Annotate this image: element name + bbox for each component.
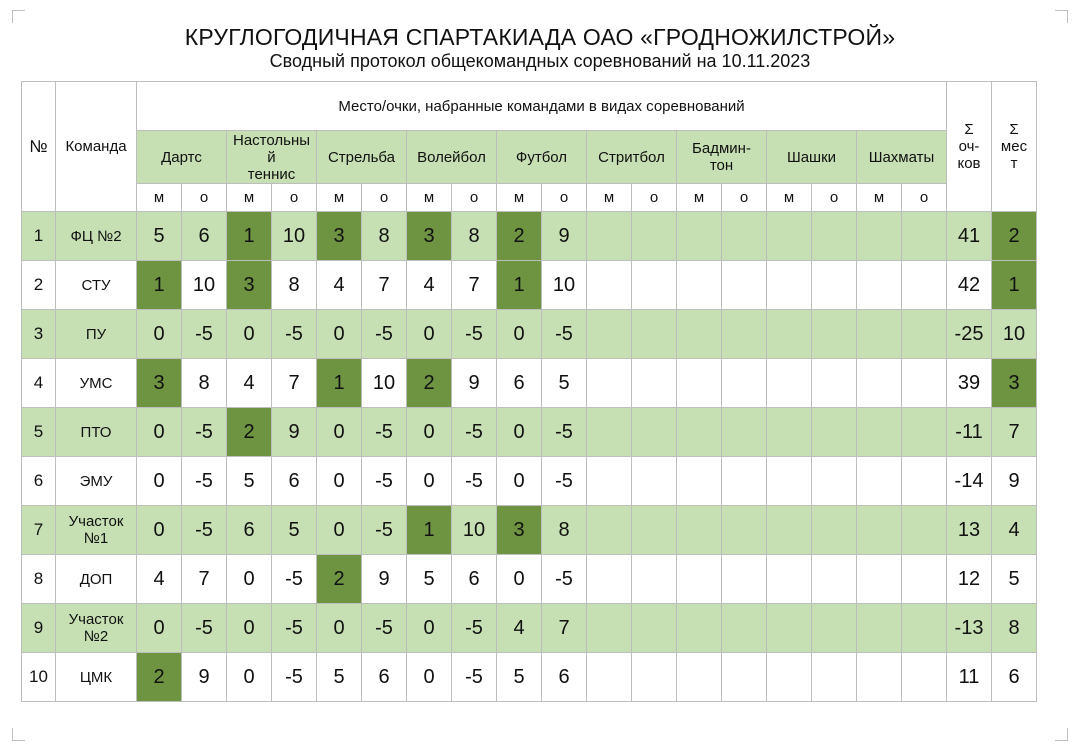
place-cell: 6 [497,359,542,408]
sum-points-line3: ков [957,155,981,172]
table-row [22,261,1037,310]
points-cell: 10 [182,261,227,310]
place-cell: 0 [407,310,452,359]
empty-cell [857,212,902,261]
subheader-points: о [182,184,227,212]
empty-cell [812,359,857,408]
place-cell: 0 [497,310,542,359]
subheader-points: о [632,184,677,212]
place-cell: 0 [137,506,182,555]
header-team: Команда [56,82,137,212]
points-cell: -5 [362,604,407,653]
row-number: 7 [22,506,56,555]
table-row [22,408,1037,457]
empty-cell [857,261,902,310]
subheader-place: м [497,184,542,212]
empty-cell [902,555,947,604]
sum-places-line2: мес [1000,138,1028,155]
team-name-line: ЭМУ [79,472,113,490]
points-cell: 5 [542,359,587,408]
place-cell: 2 [497,212,542,261]
sport-header-label: Футбол [515,148,568,166]
sport-header-label: Настольны [232,131,311,149]
total-place: 1 [992,261,1037,310]
empty-cell [812,506,857,555]
sum-points-line2: оч- [958,138,980,155]
points-cell: 8 [542,506,587,555]
crop-corner-bottom-right [1055,728,1068,741]
place-cell: 6 [227,506,272,555]
place-cell: 5 [407,555,452,604]
points-cell: -5 [182,310,227,359]
points-cell: -5 [272,604,317,653]
empty-cell [677,212,722,261]
place-cell: 0 [407,408,452,457]
sport-header [137,131,227,184]
place-cell: 0 [137,310,182,359]
subheader-points: о [452,184,497,212]
total-place: 2 [992,212,1037,261]
points-cell: 6 [452,555,497,604]
team-name-line: №2 [83,628,109,645]
document-title: КРУГЛОГОДИЧНАЯ СПАРТАКИАДА ОАО «ГРОДНОЖИЛСТРОЙ» [184,24,896,50]
sport-header-label: Волейбол [417,148,486,166]
empty-cell [857,457,902,506]
empty-cell [902,604,947,653]
place-cell: 0 [317,457,362,506]
empty-cell [722,408,767,457]
total-place: 4 [992,506,1037,555]
empty-cell [677,359,722,408]
row-number: 6 [22,457,56,506]
points-cell: 8 [182,359,227,408]
points-cell: -5 [452,310,497,359]
place-cell: 0 [407,653,452,702]
row-number: 10 [22,653,56,702]
place-cell: 3 [227,261,272,310]
place-cell: 3 [317,212,362,261]
empty-cell [587,310,632,359]
empty-cell [857,310,902,359]
points-cell: 8 [272,261,317,310]
sum-places-symbol: Σ [1009,121,1019,138]
empty-cell [587,359,632,408]
place-cell: 0 [497,408,542,457]
place-cell: 0 [317,506,362,555]
row-number: 2 [22,261,56,310]
empty-cell [902,212,947,261]
subheader-points: о [272,184,317,212]
sport-header-label: Бадмин- [692,140,751,157]
points-cell: -5 [452,604,497,653]
empty-cell [902,310,947,359]
subheader-place: м [317,184,362,212]
points-cell: -5 [542,555,587,604]
team-name-line: ДОП [79,570,113,588]
total-place: 10 [992,310,1037,359]
points-cell: 7 [452,261,497,310]
table-row [22,457,1037,506]
points-cell: -5 [542,408,587,457]
place-cell: 5 [227,457,272,506]
empty-cell [857,408,902,457]
subheader-points: о [362,184,407,212]
crop-corner-top-right [1055,10,1068,23]
place-cell: 0 [227,310,272,359]
points-cell: 6 [272,457,317,506]
sport-header [227,131,317,184]
points-cell: -5 [542,310,587,359]
sport-header-label: Стритбол [598,148,665,166]
empty-cell [587,653,632,702]
empty-cell [722,506,767,555]
place-cell: 4 [497,604,542,653]
empty-cell [677,555,722,604]
empty-cell [587,604,632,653]
team-name [56,359,137,408]
team-name [56,212,137,261]
points-cell: -5 [182,506,227,555]
place-cell: 3 [137,359,182,408]
header-sum-points [947,82,992,212]
empty-cell [677,261,722,310]
total-place: 9 [992,457,1037,506]
points-cell: 8 [452,212,497,261]
empty-cell [677,506,722,555]
team-name-line: ПУ [85,325,107,343]
sport-header [677,131,767,184]
empty-cell [902,261,947,310]
team-name [56,653,137,702]
points-cell: 10 [272,212,317,261]
subheader-place: м [227,184,272,212]
empty-cell [902,408,947,457]
empty-cell [767,408,812,457]
sport-header [407,131,497,184]
empty-cell [587,408,632,457]
place-cell: 0 [227,653,272,702]
subheader-points: о [542,184,587,212]
total-points: 13 [947,506,992,555]
place-cell: 5 [497,653,542,702]
sum-points-symbol: Σ [964,121,974,138]
empty-cell [632,261,677,310]
points-cell: 9 [182,653,227,702]
crop-corner-top-left [12,10,25,23]
points-cell: 9 [362,555,407,604]
table-row [22,653,1037,702]
table-row [22,310,1037,359]
total-points: 11 [947,653,992,702]
empty-cell [812,457,857,506]
place-cell: 5 [317,653,362,702]
empty-cell [587,261,632,310]
points-cell: 7 [182,555,227,604]
sport-header [767,131,857,184]
empty-cell [722,555,767,604]
empty-cell [767,506,812,555]
table-row [22,506,1037,555]
points-cell: 9 [452,359,497,408]
total-place: 8 [992,604,1037,653]
table-row [22,359,1037,408]
total-points: 39 [947,359,992,408]
empty-cell [632,457,677,506]
points-cell: 10 [362,359,407,408]
header-number: № [22,82,56,212]
header-group-title: Место/очки, набранные командами в видах соревнований [137,82,947,131]
empty-cell [587,506,632,555]
empty-cell [632,653,677,702]
points-cell: 9 [272,408,317,457]
sport-header-label: тон [709,157,734,174]
sport-header [857,131,947,184]
place-cell: 2 [137,653,182,702]
place-cell: 1 [497,261,542,310]
place-cell: 4 [407,261,452,310]
points-cell: -5 [362,457,407,506]
points-cell: 6 [182,212,227,261]
points-cell: 6 [362,653,407,702]
empty-cell [632,212,677,261]
subheader-points: о [902,184,947,212]
empty-cell [722,261,767,310]
place-cell: 4 [137,555,182,604]
subheader-place: м [407,184,452,212]
place-cell: 5 [137,212,182,261]
place-cell: 2 [317,555,362,604]
team-name [56,506,137,555]
total-place: 6 [992,653,1037,702]
place-cell: 3 [407,212,452,261]
place-cell: 1 [317,359,362,408]
empty-cell [587,457,632,506]
points-cell: 5 [272,506,317,555]
empty-cell [722,604,767,653]
sport-header-label: й [267,148,276,166]
empty-cell [767,261,812,310]
place-cell: 0 [227,604,272,653]
subheader-points: о [722,184,767,212]
team-name-line: ЦМК [79,668,113,686]
empty-cell [677,457,722,506]
sport-header-label: Стрельба [327,148,396,166]
total-points: -25 [947,310,992,359]
place-cell: 0 [137,457,182,506]
subheader-place: м [857,184,902,212]
place-cell: 0 [407,604,452,653]
points-cell: 10 [452,506,497,555]
points-cell: 9 [542,212,587,261]
empty-cell [812,310,857,359]
subheader-place: м [677,184,722,212]
place-cell: 0 [497,555,542,604]
empty-cell [857,604,902,653]
team-name [56,310,137,359]
team-name-line: ПТО [80,423,112,441]
empty-cell [632,310,677,359]
results-table [21,81,1037,702]
total-place: 7 [992,408,1037,457]
empty-cell [767,310,812,359]
subheader-place: м [137,184,182,212]
points-cell: -5 [272,653,317,702]
points-cell: 6 [542,653,587,702]
place-cell: 0 [317,408,362,457]
place-cell: 1 [227,212,272,261]
empty-cell [677,408,722,457]
total-place: 5 [992,555,1037,604]
total-points: 12 [947,555,992,604]
total-points: 41 [947,212,992,261]
points-cell: -5 [362,310,407,359]
total-place: 3 [992,359,1037,408]
points-cell: -5 [272,310,317,359]
place-cell: 3 [497,506,542,555]
place-cell: 0 [137,604,182,653]
place-cell: 0 [317,604,362,653]
empty-cell [677,604,722,653]
empty-cell [767,653,812,702]
total-points: -13 [947,604,992,653]
empty-cell [857,555,902,604]
points-cell: -5 [362,506,407,555]
empty-cell [902,506,947,555]
table-row [22,604,1037,653]
empty-cell [722,653,767,702]
place-cell: 0 [137,408,182,457]
sport-header-label: Шахматы [868,148,935,166]
empty-cell [812,212,857,261]
team-name [56,261,137,310]
empty-cell [722,212,767,261]
points-cell: -5 [182,604,227,653]
total-points: -11 [947,408,992,457]
sport-header-label: теннис [247,165,296,183]
points-cell: -5 [452,653,497,702]
row-number: 1 [22,212,56,261]
empty-cell [767,359,812,408]
empty-cell [587,555,632,604]
sport-header-label: Шашки [786,148,837,166]
subheader-place: м [587,184,632,212]
team-name-line: ФЦ №2 [70,227,122,245]
place-cell: 0 [497,457,542,506]
sport-header [497,131,587,184]
place-cell: 4 [227,359,272,408]
table-row [22,212,1037,261]
row-number: 8 [22,555,56,604]
place-cell: 2 [407,359,452,408]
points-cell: -5 [182,408,227,457]
empty-cell [722,310,767,359]
empty-cell [632,359,677,408]
place-cell: 0 [227,555,272,604]
place-cell: 2 [227,408,272,457]
place-cell: 4 [317,261,362,310]
team-name [56,555,137,604]
document-subtitle: Сводный протокол общекомандных соревнований на 10.11.2023 [269,51,811,71]
place-cell: 0 [317,310,362,359]
team-name-line: СТУ [81,276,111,294]
empty-cell [767,604,812,653]
sport-header [317,131,407,184]
empty-cell [857,653,902,702]
points-cell: 8 [362,212,407,261]
place-cell: 1 [137,261,182,310]
row-number: 5 [22,408,56,457]
team-name [56,604,137,653]
empty-cell [902,457,947,506]
points-cell: -5 [452,408,497,457]
points-cell: 7 [272,359,317,408]
sport-header-label: Дартс [161,148,202,166]
sum-places-line3: т [1010,155,1018,172]
points-cell: -5 [542,457,587,506]
row-number: 9 [22,604,56,653]
empty-cell [677,310,722,359]
empty-cell [857,359,902,408]
empty-cell [722,359,767,408]
empty-cell [902,359,947,408]
points-cell: 7 [542,604,587,653]
empty-cell [632,506,677,555]
team-name [56,408,137,457]
empty-cell [812,653,857,702]
empty-cell [677,653,722,702]
team-name-line: УМС [79,374,113,392]
table-row [22,555,1037,604]
empty-cell [812,261,857,310]
total-points: -14 [947,457,992,506]
place-cell: 0 [407,457,452,506]
sport-header [587,131,677,184]
crop-corner-bottom-left [12,728,25,741]
empty-cell [812,408,857,457]
empty-cell [587,212,632,261]
row-number: 4 [22,359,56,408]
subheader-points: о [812,184,857,212]
empty-cell [767,457,812,506]
points-cell: 7 [362,261,407,310]
empty-cell [632,555,677,604]
points-cell: -5 [452,457,497,506]
row-number: 3 [22,310,56,359]
empty-cell [857,506,902,555]
total-points: 42 [947,261,992,310]
empty-cell [767,212,812,261]
header-sum-places [992,82,1037,212]
place-cell: 1 [407,506,452,555]
empty-cell [812,555,857,604]
empty-cell [632,408,677,457]
subheader-place: м [767,184,812,212]
empty-cell [902,653,947,702]
team-name-line: №1 [83,530,109,547]
team-name [56,457,137,506]
team-name-line: Участок [68,611,124,628]
points-cell: -5 [272,555,317,604]
empty-cell [767,555,812,604]
empty-cell [632,604,677,653]
empty-cell [812,604,857,653]
empty-cell [722,457,767,506]
team-name-line: Участок [68,513,124,530]
points-cell: -5 [182,457,227,506]
points-cell: -5 [362,408,407,457]
points-cell: 10 [542,261,587,310]
